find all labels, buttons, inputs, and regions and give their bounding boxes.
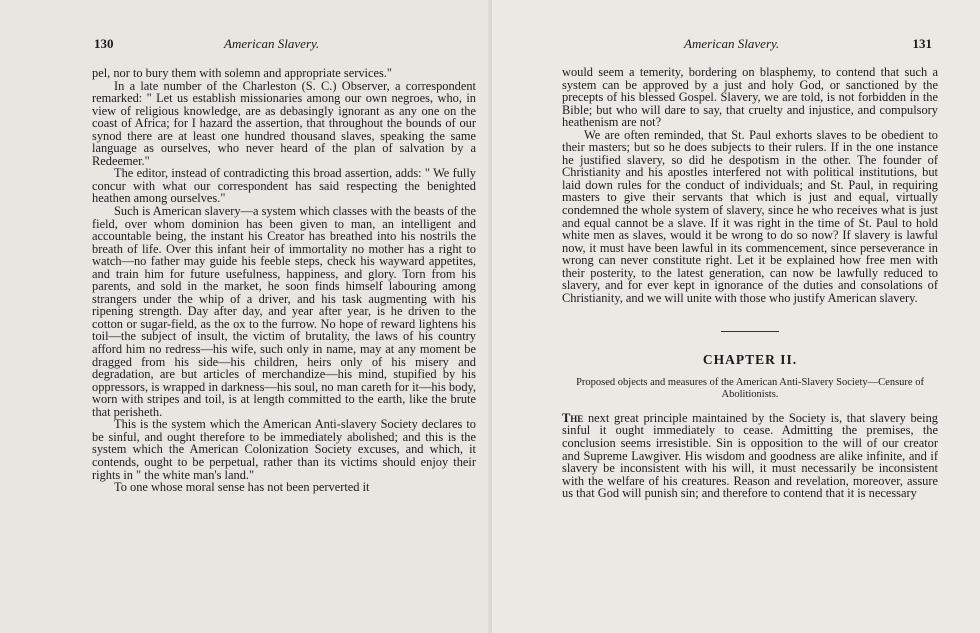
right-page <box>492 0 980 633</box>
chapter-paragraph <box>562 412 938 500</box>
chapter-title: CHAPTER II. <box>702 352 798 368</box>
chapter-text: next great principle maintained by the Society is, that slavery being sinful it ought immediately to cease. Admitting the premises, the conclusion seems irresistible. Sin is opposition to the will of our creator and Supreme Lawgiver. His wisdom and goodness are alike infinite, and if slavery be inconsistent with his will, it must necessarily be inconsistent with the welfare of his creatures. Reason and revelation, moreover, assure us that God will punish sin; and therefore to contend that it is necessary <box>562 410 938 501</box>
paragraph: This is the system which the American Anti-slavery Society declares to be sinful, and ought therefore to be immediately abolished; and this is the system which the American Colonization Society excuses, and which, it contends, ought to be perpetual, rather than its victims should enjoy their rights in " the white man's land." <box>92 417 476 482</box>
left-text-column <box>92 67 476 494</box>
running-head: American Slavery. <box>684 36 780 51</box>
paragraph: The editor, instead of contradicting this broad assertion, adds: " We fully concur with what our correspondent has said respecting the benighted heathen among ourselves." <box>92 166 476 206</box>
paragraph: We are often reminded, that St. Paul exhorts slaves to be obedient to their masters; but so he does subjects to their rulers. If in the one instance he justified slavery, so did he despotism in the other. The founder of Christianity and his apostles interfered not with political institutions, but laid down rules for the conduct of individuals; and St. Paul, in requiring masters to give their servants that which is just and equal, virtually condemned the whole system of slavery, since he who receives what is just and equal cannot be a slave. If it was right in the time of St. Paul to hold white men as slaves, would it be wrong to do so now? If slavery is lawful now, it must have been lawful in its commencement, since perseverance in wrong can never constitute right. Let it be explained how free men with their posterity, to the latest generation, can now be lawfully reduced to slavery, and for ever kept in ignorance of the duties and consolations of Christianity, and we will unite with those who justify American slavery. <box>562 127 938 305</box>
section-rule <box>721 331 779 332</box>
paragraph: would seem a temerity, bordering on blasphemy, to contend that such a system can be approved by a just and holy God, or sanctioned by the precepts of his blessed Gospel. Slavery, we are told, is not forbidden in the Bible; but who will dare to say, that cruelty and injustice, and compulsory heathenism are not? <box>562 65 938 130</box>
paragraph: To one whose moral sense has not been perverted it <box>114 480 370 495</box>
right-text-column <box>562 66 938 500</box>
chapter-summary: Proposed objects and measures of the American Anti-Slavery Society—Censure of Abolitionists. <box>576 376 924 400</box>
paragraph: Such is American slavery—a system which classes with the beasts of the field, over whom dominion has been given to man, an intelligent and accountable being, the instant his Creator has breathed into his nostrils the breath of life. Over this infant heir of immortality no mother has a right to watch—no father may guide his feeble steps, check his wayward appetites, and train him for future usefulness, happiness, and glory. Torn from his parents, and sold in the market, he soon finds himself labouring among strangers under the whip of a driver, and his task augmenting with his ripening strength. Day after day, and year after year, is he driven to the cotton or sugar-field, as the ox to the furrow. No hope of reward lightens his toil—the subject of insult, the victim of brutality, the laws of his country afford him no redress—his wife, such only in name, may at any moment be dragged from his side—his children, heirs only of his misery and degradation, are but articles of merchandize—his mind, stupified by his oppressors, is wrapped in darkness—his soul, no man careth for it—his body, worn with stripes and toil, is at length committed to the earth, like the brute that perisheth. <box>92 204 476 419</box>
running-head: American Slavery. <box>224 36 320 51</box>
chapter-opening-word: The <box>562 410 584 425</box>
left-page-header <box>92 36 472 56</box>
right-page-header <box>560 36 932 56</box>
page-number: 130 <box>94 36 114 51</box>
page-number: 131 <box>912 36 932 51</box>
paragraph: In a late number of the Charleston (S. C.) Observer, a correspondent remarked: " Let us establish missionaries among our own negroes, who, in view of religious knowledge, are as debasingly ignorant as any one on the coast of Africa; for I hazard the assertion, that throughout the bounds of our synod there are at least one hundred thousand slaves, speaking the same language as ourselves, who never heard of the plan of salvation by a Redeemer." <box>92 78 476 168</box>
paragraph: pel, nor to bury them with solemn and appropriate services." <box>92 66 392 80</box>
